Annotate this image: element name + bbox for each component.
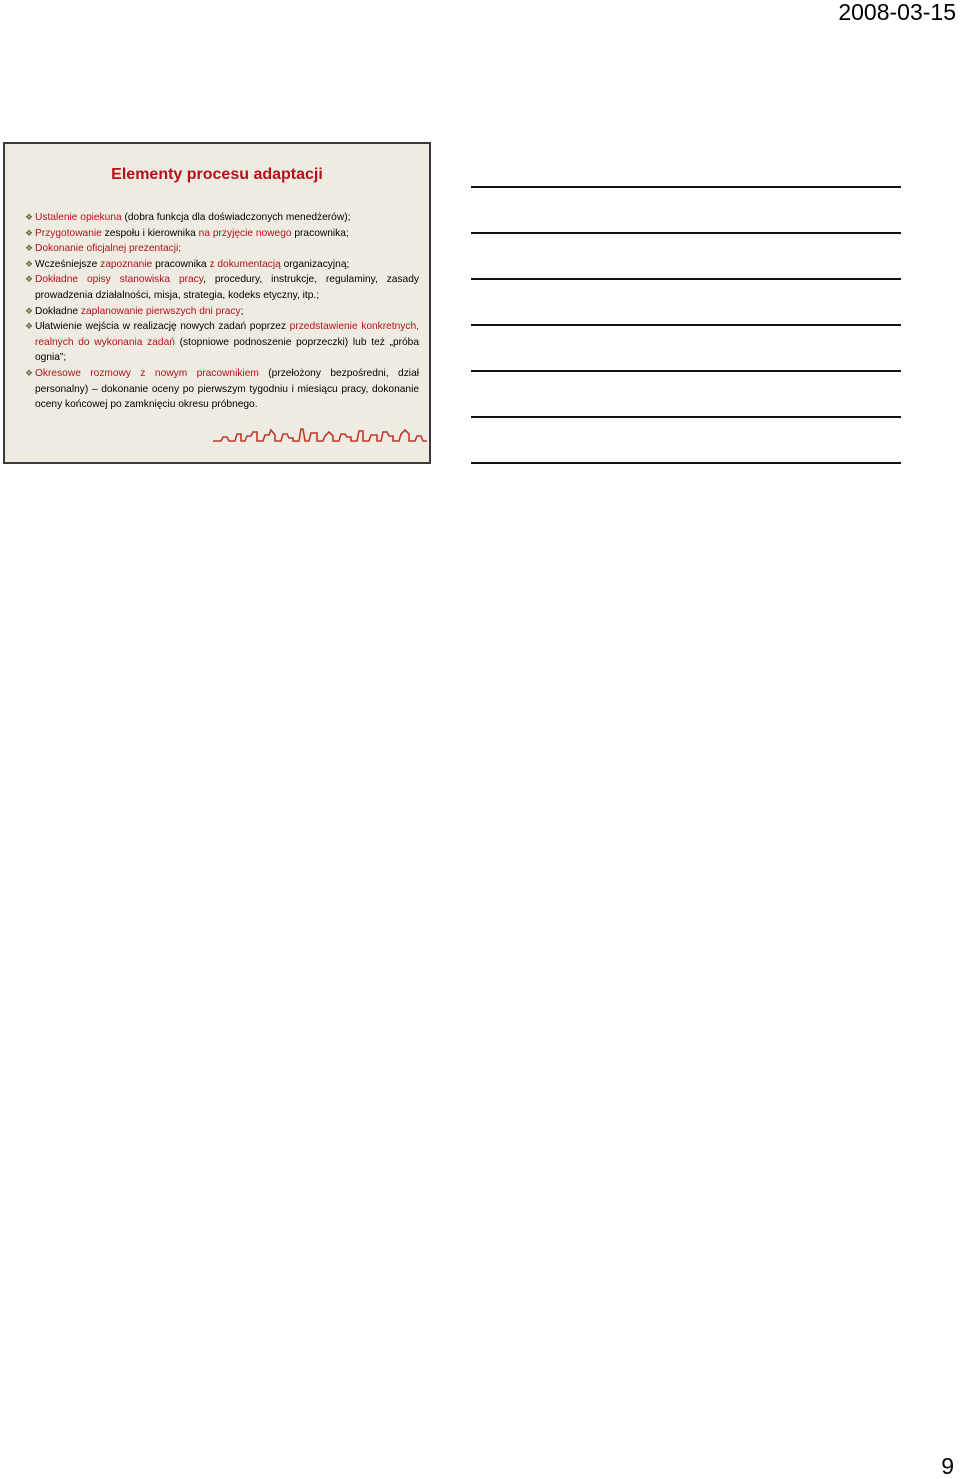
note-line [471,278,901,280]
bullet-text: pracownika; [291,227,349,239]
bullet-text: Przygotowanie [35,227,102,239]
diamond-bullet-icon: ❖ [25,258,34,269]
bullet-text: Dokładne opisy stanowiska pracy [35,274,204,286]
bullet-text: organizacyjną; [280,258,350,270]
note-line [471,324,901,326]
bullet-text: (dobra funkcja dla doświadczonych menedżerów); [121,212,351,223]
bullet-text: zespołu i kierownika [101,227,199,239]
note-line [471,462,901,464]
bullet-text: (przełożony bezpośredni, dział personalny) – dokonanie oceny po pierwszym tygodniu i miesiącu pracy, dokonanie oceny końcowej po zamknięciu okresu próbnego. [35,367,420,411]
slide-thumbnail [3,142,431,464]
diamond-bullet-icon: ❖ [25,227,34,238]
bullet-text: ; [240,305,244,317]
bullet-text: (stopniowe podnoszenie poprzeczki) lub też „próba ognia”; [35,336,419,364]
bullet-item [25,304,419,320]
bullet-text: Ułatwienie wejścia w realizację nowych zadań poprzez [35,321,290,333]
diamond-bullet-icon: ❖ [25,367,34,378]
diamond-bullet-icon: ❖ [25,212,34,222]
bullet-item [25,272,419,303]
page-number: 9 [941,1453,954,1479]
note-line [471,186,901,188]
bullet-text: Dokładne [35,305,81,317]
bullet-item [25,210,419,226]
bullet-text: przedstawienie konkretnych, realnych do wykonania zadań [35,321,419,348]
notes-lines [471,186,901,508]
bullet-text: zapoznanie [100,258,153,270]
note-line [471,370,901,372]
city-skyline-icon [211,426,429,444]
bullet-item [25,257,419,273]
bullet-item [25,366,419,413]
note-line [471,232,901,234]
diamond-bullet-icon: ❖ [25,321,34,332]
bullet-text: na przyjęcie nowego [198,227,292,239]
bullet-item [25,226,419,242]
bullet-text: z dokumentacją [209,258,281,270]
bullet-text: Ustalenie opiekuna [35,212,122,223]
diamond-bullet-icon: ❖ [25,243,34,254]
bullet-text: pracownika [152,258,210,270]
bullet-item [25,319,419,366]
diamond-bullet-icon: ❖ [25,305,34,316]
bullet-item [25,241,419,257]
bullet-text: Dokonanie oficjalnej prezentacji; [35,243,182,255]
bullet-list [25,210,419,413]
bullet-text: zaplanowanie pierwszych dni pracy [80,305,241,317]
note-line [471,416,901,418]
slide-title: Elementy procesu adaptacji [111,166,323,183]
bullet-text: Okresowe rozmowy z nowym pracownikiem [35,367,259,379]
bullet-text: Wcześniejsze [35,258,101,270]
diamond-bullet-icon: ❖ [25,274,34,285]
bullet-text: , procedury, instrukcje, regulaminy, zasady prowadzenia działalności, misja, strategia, kodeks etyczny, itp.; [35,274,419,301]
page-date: 2008-03-15 [838,0,956,25]
